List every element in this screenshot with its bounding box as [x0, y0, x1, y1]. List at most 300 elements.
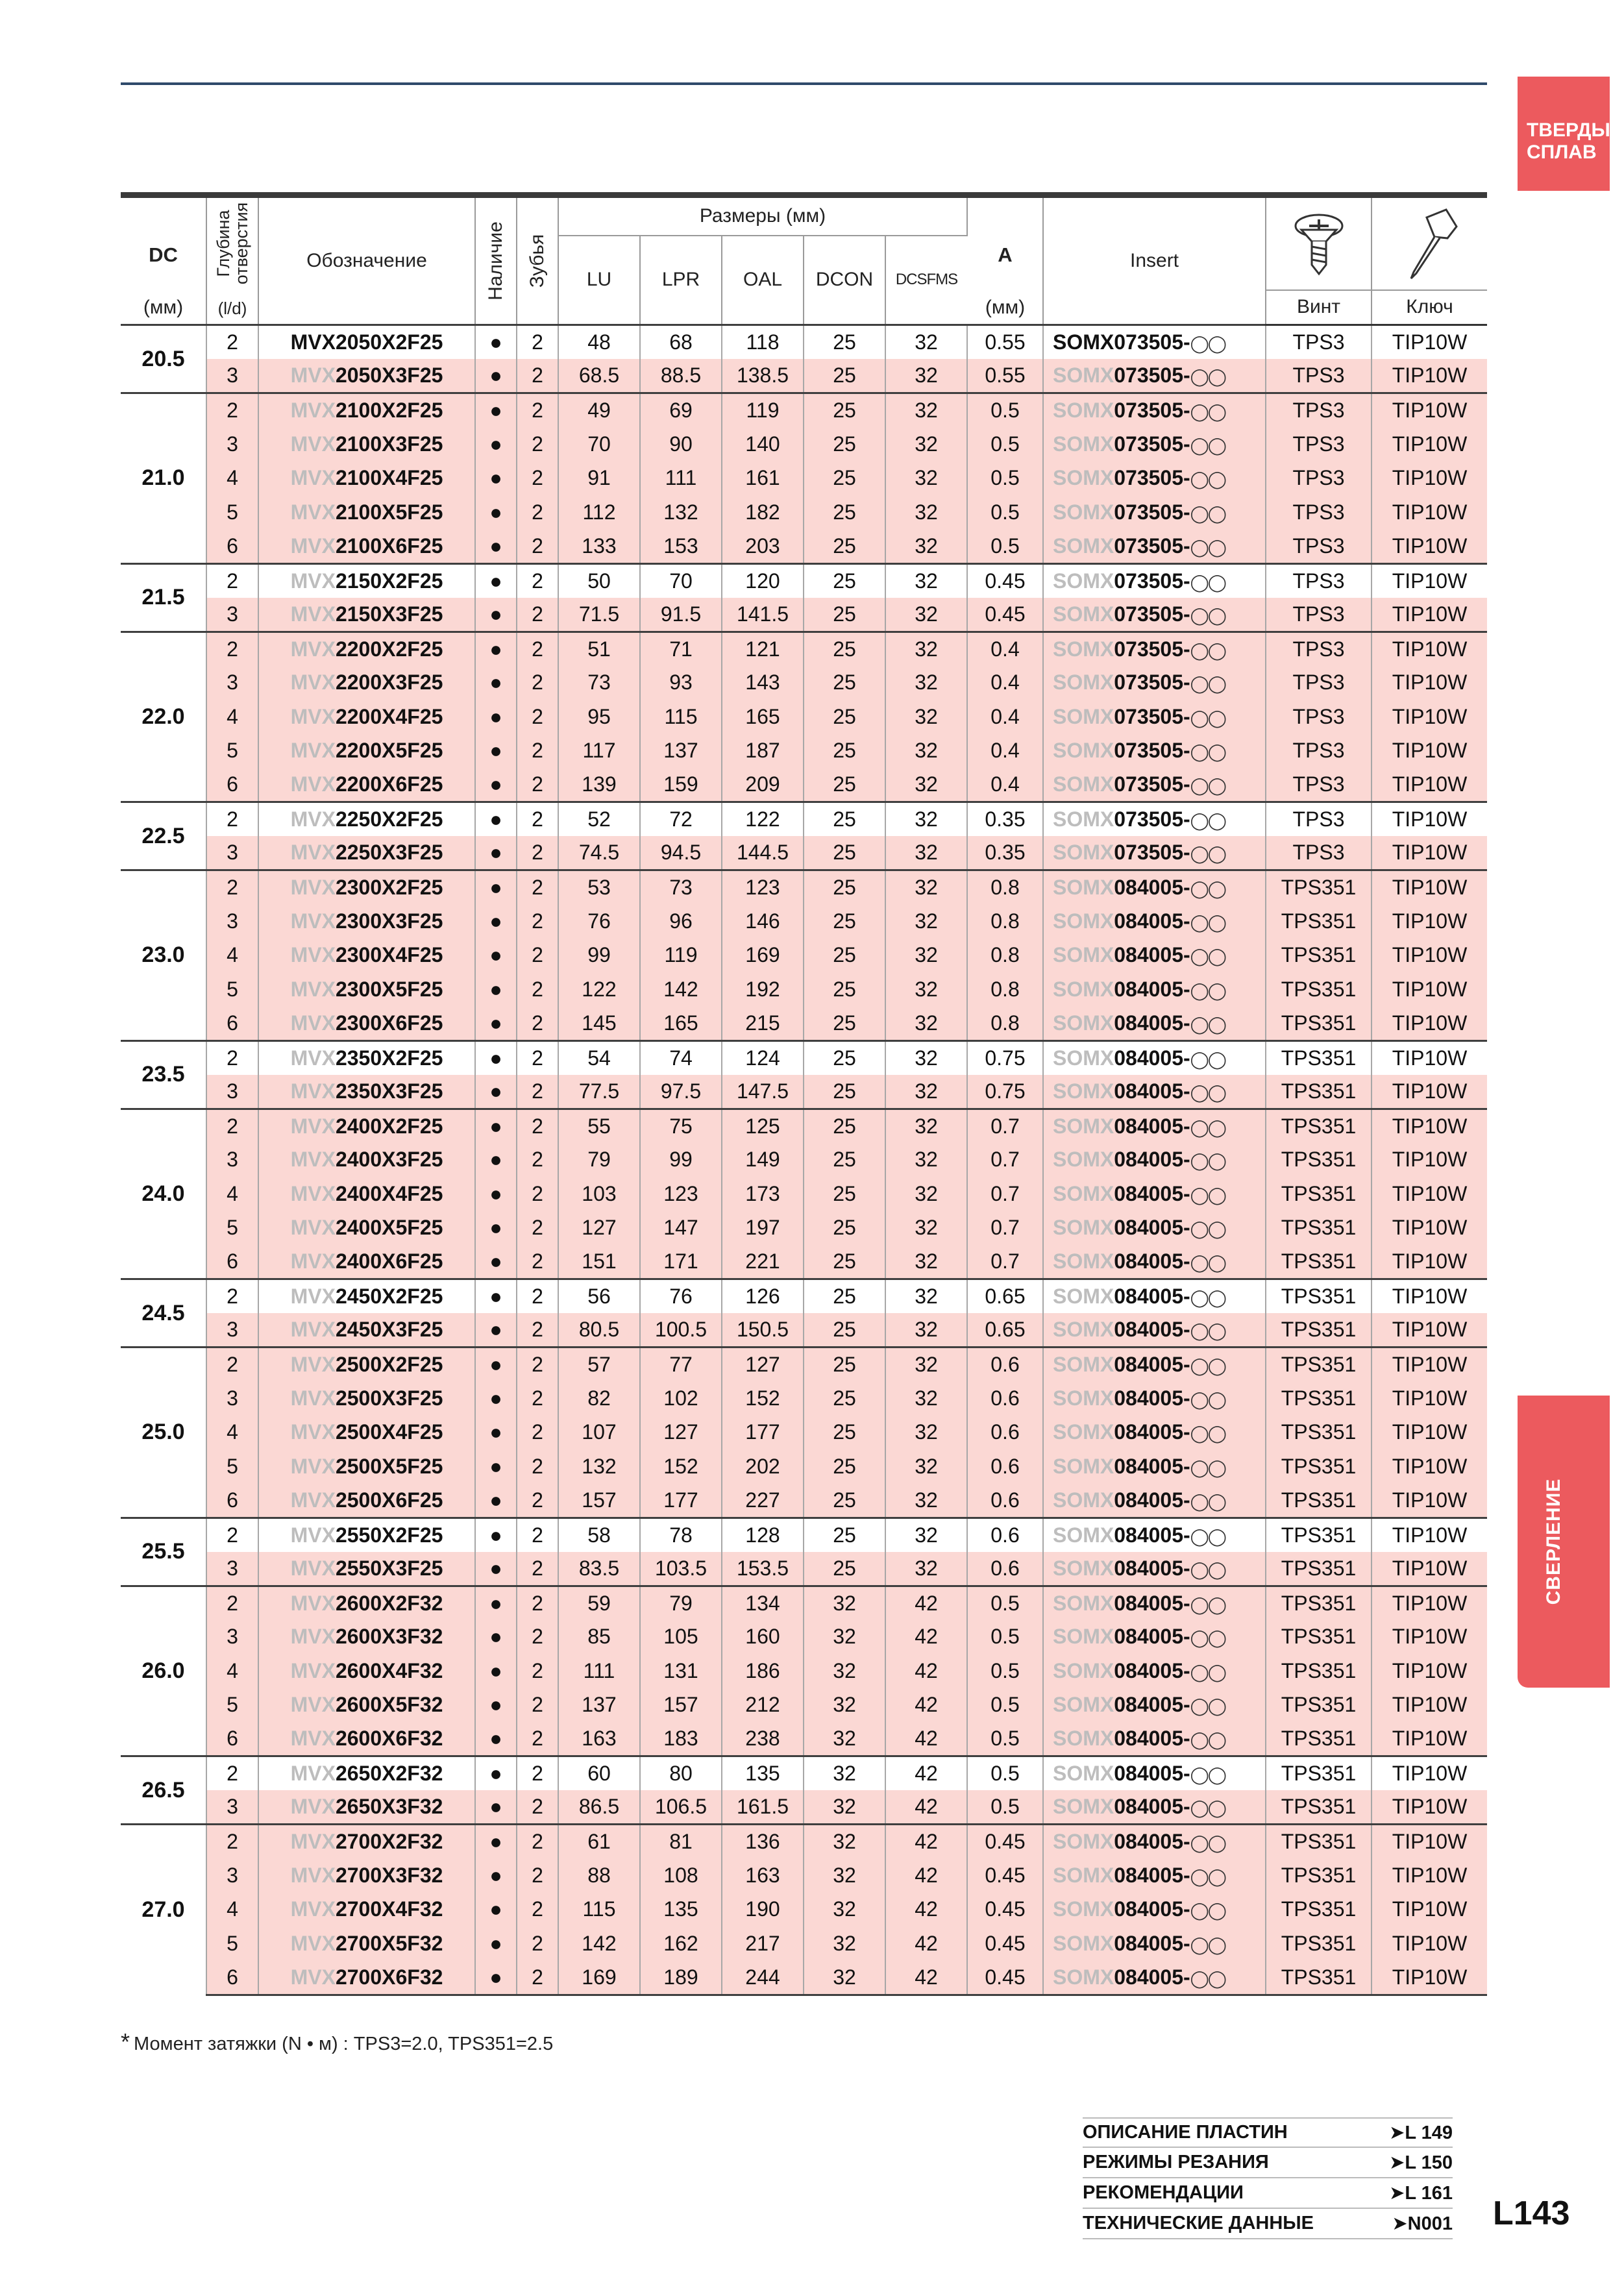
insert-prefix: SOMX	[1053, 841, 1114, 864]
dcsfms-value: 32	[885, 1484, 967, 1518]
dcon-value: 25	[804, 939, 885, 973]
insert-code-main: 073505-	[1114, 466, 1190, 490]
availability-dot: ●	[475, 904, 517, 939]
designation	[258, 1313, 475, 1348]
dcon-value: 25	[804, 359, 885, 393]
availability-dot: ●	[475, 870, 517, 905]
depth-ratio: 6	[206, 1722, 258, 1756]
designation-code: 2250X2F25	[335, 807, 443, 831]
depth-ratio: 5	[206, 1688, 258, 1723]
dc-value: 26.5	[121, 1756, 206, 1825]
lu-value: 79	[558, 1143, 640, 1177]
dcsfms-value: 32	[885, 802, 967, 837]
a-value: 0.8	[967, 939, 1043, 973]
designation-prefix: MVX	[290, 534, 336, 558]
dcsfms-value: 42	[885, 1858, 967, 1893]
insert-code	[1043, 939, 1266, 973]
a-value: 0.4	[967, 666, 1043, 700]
designation-prefix: MVX	[290, 500, 336, 524]
teeth-count: 2	[517, 1790, 558, 1825]
depth-ratio: 5	[206, 1926, 258, 1961]
availability-dot: ●	[475, 768, 517, 802]
designation-code: 2500X2F25	[335, 1353, 443, 1376]
screw-code: TPS351	[1266, 1313, 1372, 1348]
header-a: A (мм)	[967, 195, 1043, 325]
section-tab-carbide[interactable]: ТВЕРДЫЙ СПЛАВ	[1518, 77, 1610, 191]
teeth-count: 2	[517, 1620, 558, 1655]
table-row	[121, 1484, 1487, 1518]
lpr-value: 171	[640, 1245, 722, 1279]
oal-value: 244	[722, 1961, 804, 1995]
designation-prefix: MVX	[290, 1148, 336, 1172]
insert-prefix: SOMX	[1053, 1454, 1114, 1478]
insert-prefix: SOMX	[1053, 704, 1114, 728]
lu-value: 107	[558, 1416, 640, 1450]
availability-dot: ●	[475, 1348, 517, 1382]
lpr-value: 74	[640, 1040, 722, 1075]
designation	[258, 598, 475, 632]
key-code: TIP10W	[1372, 1620, 1487, 1655]
ref-cutting-conditions[interactable]: РЕЖИМЫ РЕЗАНИЯ ➤L 150	[1083, 2148, 1453, 2178]
lpr-value: 165	[640, 1007, 722, 1041]
designation-prefix: MVX	[290, 1249, 336, 1273]
insert-code-main: 084005-	[1114, 1931, 1190, 1955]
insert-code-main: 073505-	[1114, 841, 1190, 864]
screw-code: TPS351	[1266, 1620, 1372, 1655]
designation	[258, 939, 475, 973]
insert-suffix: ◯◯	[1190, 674, 1225, 694]
designation-prefix: MVX	[290, 1318, 336, 1341]
footnote-text: Момент затяжки (N • м) : TPS3=2.0, TPS351=2.5	[134, 2034, 554, 2054]
lpr-value: 75	[640, 1109, 722, 1143]
insert-code-main: 084005-	[1114, 1114, 1190, 1138]
designation-prefix: MVX	[290, 1931, 336, 1955]
oal-value: 143	[722, 666, 804, 700]
insert-prefix: SOMX	[1053, 1148, 1114, 1172]
a-value: 0.6	[967, 1416, 1043, 1450]
footnote-star: *	[121, 2028, 130, 2055]
dc-value: 27.0	[121, 1825, 206, 1995]
designation-code: 2350X3F25	[335, 1079, 443, 1103]
dcsfms-value: 32	[885, 462, 967, 496]
designation-prefix: MVX	[290, 363, 336, 387]
oal-value: 215	[722, 1007, 804, 1041]
insert-suffix: ◯◯	[1190, 1356, 1225, 1375]
designation	[258, 1586, 475, 1620]
teeth-count: 2	[517, 1040, 558, 1075]
depth-ratio: 6	[206, 1007, 258, 1041]
screw-code: TPS3	[1266, 359, 1372, 393]
insert-code-main: 073505-	[1114, 399, 1190, 422]
lu-value: 139	[558, 768, 640, 802]
key-code: TIP10W	[1372, 1279, 1487, 1314]
designation-prefix: MVX	[290, 1386, 336, 1410]
designation-code: 2500X5F25	[335, 1454, 443, 1478]
screw-code: TPS351	[1266, 972, 1372, 1007]
table-row	[121, 1552, 1487, 1586]
designation	[258, 427, 475, 462]
dcon-value: 25	[804, 1518, 885, 1552]
dcsfms-value: 32	[885, 1348, 967, 1382]
dcsfms-value: 32	[885, 870, 967, 905]
table-row	[121, 1858, 1487, 1893]
designation-code: 2300X3F25	[335, 909, 443, 933]
designation-code: 2700X5F32	[335, 1931, 443, 1955]
insert-code	[1043, 1075, 1266, 1109]
lu-value: 70	[558, 427, 640, 462]
oal-value: 161	[722, 462, 804, 496]
designation	[258, 734, 475, 769]
dcsfms-value: 32	[885, 530, 967, 564]
designation-prefix: MVX	[290, 399, 336, 422]
insert-code-main: 084005-	[1114, 1965, 1190, 1989]
availability-dot: ●	[475, 836, 517, 870]
designation	[258, 1075, 475, 1109]
insert-suffix: ◯◯	[1190, 912, 1225, 932]
dcsfms-value: 42	[885, 1654, 967, 1688]
depth-ratio: 3	[206, 1313, 258, 1348]
insert-code	[1043, 904, 1266, 939]
designation-code: 2300X6F25	[335, 1011, 443, 1035]
designation-prefix: MVX	[290, 841, 336, 864]
insert-code-main: 084005-	[1114, 1591, 1190, 1615]
table-row	[121, 530, 1487, 564]
dcsfms-value: 32	[885, 632, 967, 666]
availability-dot: ●	[475, 632, 517, 666]
lu-value: 76	[558, 904, 640, 939]
depth-ratio: 3	[206, 1075, 258, 1109]
dcon-value: 25	[804, 462, 885, 496]
insert-suffix: ◯◯	[1190, 1389, 1225, 1409]
teeth-count: 2	[517, 1177, 558, 1211]
lu-value: 83.5	[558, 1552, 640, 1586]
a-value: 0.75	[967, 1040, 1043, 1075]
oal-value: 127	[722, 1348, 804, 1382]
lpr-value: 142	[640, 972, 722, 1007]
header-dimensions: Размеры (мм)	[558, 195, 967, 236]
a-value: 0.45	[967, 1961, 1043, 1995]
availability-dot: ●	[475, 802, 517, 837]
oal-value: 136	[722, 1825, 804, 1859]
insert-code-main: 084005-	[1114, 1488, 1190, 1512]
depth-ratio: 2	[206, 870, 258, 905]
screw-code: TPS351	[1266, 1143, 1372, 1177]
oal-value: 150.5	[722, 1313, 804, 1348]
dcsfms-value: 32	[885, 1416, 967, 1450]
insert-code-main: 084005-	[1114, 1420, 1190, 1444]
a-value: 0.45	[967, 1825, 1043, 1859]
a-value: 0.45	[967, 1858, 1043, 1893]
header-insert: Insert	[1043, 195, 1266, 325]
oal-value: 209	[722, 768, 804, 802]
insert-suffix: ◯◯	[1190, 367, 1225, 386]
lu-value: 157	[558, 1484, 640, 1518]
insert-prefix: SOMX	[1053, 399, 1114, 422]
designation-prefix: MVX	[290, 1625, 336, 1649]
lpr-value: 119	[640, 939, 722, 973]
teeth-count: 2	[517, 1279, 558, 1314]
designation-code: 2650X3F32	[335, 1795, 443, 1818]
table-row	[121, 1449, 1487, 1484]
insert-suffix: ◯◯	[1190, 1014, 1225, 1034]
lpr-value: 111	[640, 462, 722, 496]
depth-ratio: 2	[206, 1348, 258, 1382]
insert-code	[1043, 1484, 1266, 1518]
lu-value: 117	[558, 734, 640, 769]
lpr-value: 103.5	[640, 1552, 722, 1586]
table-row	[121, 1348, 1487, 1382]
oal-value: 182	[722, 495, 804, 530]
designation-code: 2500X6F25	[335, 1488, 443, 1512]
insert-code-main: 084005-	[1114, 1079, 1190, 1103]
dcsfms-value: 42	[885, 1756, 967, 1791]
insert-prefix: SOMX	[1053, 807, 1114, 831]
dcsfms-value: 42	[885, 1722, 967, 1756]
key-code: TIP10W	[1372, 462, 1487, 496]
teeth-count: 2	[517, 632, 558, 666]
designation-code: 2150X3F25	[335, 602, 443, 626]
key-code: TIP10W	[1372, 1825, 1487, 1859]
screw-code: TPS3	[1266, 734, 1372, 769]
insert-code	[1043, 1722, 1266, 1756]
a-value: 0.6	[967, 1381, 1043, 1416]
dcon-value: 25	[804, 870, 885, 905]
lu-value: 50	[558, 563, 640, 598]
screw-code: TPS351	[1266, 1109, 1372, 1143]
designation-code: 2200X4F25	[335, 704, 443, 728]
lpr-value: 91.5	[640, 598, 722, 632]
dcon-value: 25	[804, 836, 885, 870]
dcsfms-value: 42	[885, 1688, 967, 1723]
a-value: 0.5	[967, 427, 1043, 462]
lu-value: 60	[558, 1756, 640, 1791]
availability-dot: ●	[475, 598, 517, 632]
availability-dot: ●	[475, 1825, 517, 1859]
insert-suffix: ◯◯	[1190, 435, 1225, 455]
oal-value: 202	[722, 1449, 804, 1484]
key-code: TIP10W	[1372, 598, 1487, 632]
designation	[258, 1109, 475, 1143]
screw-code: TPS351	[1266, 939, 1372, 973]
insert-code-main: 084005-	[1114, 1285, 1190, 1308]
screw-code: TPS351	[1266, 1040, 1372, 1075]
designation-prefix: MVX	[290, 1658, 336, 1682]
dcon-value: 25	[804, 1245, 885, 1279]
teeth-count: 2	[517, 972, 558, 1007]
dcsfms-value: 42	[885, 1620, 967, 1655]
insert-code-main: 084005-	[1114, 1148, 1190, 1172]
screw-code: TPS351	[1266, 1381, 1372, 1416]
lpr-value: 99	[640, 1143, 722, 1177]
a-value: 0.5	[967, 462, 1043, 496]
designation	[258, 1654, 475, 1688]
screw-code: TPS351	[1266, 1825, 1372, 1859]
header-key: Ключ	[1372, 290, 1487, 325]
a-value: 0.35	[967, 836, 1043, 870]
key-code: TIP10W	[1372, 870, 1487, 905]
insert-suffix: ◯◯	[1190, 1798, 1225, 1817]
screw-code: TPS351	[1266, 1756, 1372, 1791]
table-row	[121, 1722, 1487, 1756]
lpr-value: 147	[640, 1211, 722, 1246]
key-code: TIP10W	[1372, 1109, 1487, 1143]
lu-value: 112	[558, 495, 640, 530]
insert-code	[1043, 802, 1266, 837]
dcsfms-value: 32	[885, 598, 967, 632]
teeth-count: 2	[517, 530, 558, 564]
lpr-value: 108	[640, 1858, 722, 1893]
dcon-value: 25	[804, 1007, 885, 1041]
lu-value: 115	[558, 1893, 640, 1927]
oal-value: 126	[722, 1279, 804, 1314]
insert-code	[1043, 1449, 1266, 1484]
table-row	[121, 768, 1487, 802]
key-code: TIP10W	[1372, 427, 1487, 462]
insert-prefix: SOMX	[1053, 602, 1114, 626]
teeth-count: 2	[517, 1416, 558, 1450]
insert-code-main: 084005-	[1114, 909, 1190, 933]
insert-suffix: ◯◯	[1190, 1491, 1225, 1511]
table-row	[121, 632, 1487, 666]
screw-code: TPS351	[1266, 1893, 1372, 1927]
designation	[258, 1722, 475, 1756]
insert-code	[1043, 1040, 1266, 1075]
depth-ratio: 6	[206, 1961, 258, 1995]
designation	[258, 1756, 475, 1791]
insert-code-main: 084005-	[1114, 977, 1190, 1001]
header-availability: Наличие	[475, 195, 517, 325]
designation-code: 2100X3F25	[335, 432, 443, 456]
insert-code	[1043, 1654, 1266, 1688]
dcsfms-value: 32	[885, 1143, 967, 1177]
designation-prefix: MVX	[290, 1114, 336, 1138]
availability-dot: ●	[475, 427, 517, 462]
lu-value: 95	[558, 700, 640, 734]
depth-ratio: 4	[206, 1654, 258, 1688]
lpr-value: 183	[640, 1722, 722, 1756]
ref-recommendations[interactable]: РЕКОМЕНДАЦИИ ➤L 161	[1083, 2178, 1453, 2209]
designation-code: 2350X2F25	[335, 1046, 443, 1070]
lpr-value: 73	[640, 870, 722, 905]
dcon-value: 25	[804, 1040, 885, 1075]
lpr-value: 135	[640, 1893, 722, 1927]
dcon-value: 25	[804, 530, 885, 564]
lpr-value: 76	[640, 1279, 722, 1314]
insert-code	[1043, 836, 1266, 870]
designation	[258, 1449, 475, 1484]
table-row	[121, 1620, 1487, 1655]
availability-dot: ●	[475, 666, 517, 700]
teeth-count: 2	[517, 734, 558, 769]
designation-code: 2450X2F25	[335, 1285, 443, 1308]
designation	[258, 563, 475, 598]
dcon-value: 25	[804, 427, 885, 462]
oal-value: 203	[722, 530, 804, 564]
designation	[258, 1858, 475, 1893]
header-lpr: LPR	[640, 236, 722, 325]
oal-value: 190	[722, 1893, 804, 1927]
insert-code-main: 084005-	[1114, 1727, 1190, 1750]
availability-dot: ●	[475, 563, 517, 598]
dcon-value: 25	[804, 972, 885, 1007]
designation	[258, 1552, 475, 1586]
ref-insert-description[interactable]: ОПИСАНИЕ ПЛАСТИН ➤L 149	[1083, 2117, 1453, 2148]
oal-value: 227	[722, 1484, 804, 1518]
dc-value: 21.5	[121, 563, 206, 632]
footnote	[121, 2028, 553, 2056]
table-row	[121, 1143, 1487, 1177]
reference-links	[1083, 2117, 1453, 2239]
ref-technical-data[interactable]: ТЕХНИЧЕСКИЕ ДАННЫЕ ➤N001	[1083, 2209, 1453, 2239]
dcon-value: 32	[804, 1858, 885, 1893]
designation-prefix: MVX	[290, 1795, 336, 1818]
dcsfms-value: 32	[885, 768, 967, 802]
key-code: TIP10W	[1372, 1961, 1487, 1995]
designation	[258, 1279, 475, 1314]
designation-code: 2300X4F25	[335, 943, 443, 967]
lpr-value: 80	[640, 1756, 722, 1791]
insert-prefix: SOMX	[1053, 1625, 1114, 1649]
dcon-value: 32	[804, 1893, 885, 1927]
dc-value: 24.5	[121, 1279, 206, 1348]
lu-value: 53	[558, 870, 640, 905]
table-row	[121, 1007, 1487, 1041]
lu-value: 86.5	[558, 1790, 640, 1825]
dcon-value: 25	[804, 1211, 885, 1246]
section-tab-drilling[interactable]	[1518, 1396, 1610, 1688]
dcon-value: 25	[804, 666, 885, 700]
dc-value: 22.5	[121, 802, 206, 870]
dc-value: 21.0	[121, 393, 206, 564]
table-row	[121, 1279, 1487, 1314]
depth-ratio: 4	[206, 939, 258, 973]
designation	[258, 359, 475, 393]
insert-code	[1043, 1381, 1266, 1416]
designation	[258, 1177, 475, 1211]
insert-code	[1043, 1313, 1266, 1348]
teeth-count: 2	[517, 1109, 558, 1143]
lu-value: 145	[558, 1007, 640, 1041]
dc-value: 26.0	[121, 1586, 206, 1756]
designation-prefix: MVX	[290, 739, 336, 763]
dcsfms-value: 32	[885, 1177, 967, 1211]
insert-suffix: ◯◯	[1190, 980, 1225, 1000]
insert-suffix: ◯◯	[1190, 503, 1225, 523]
insert-code	[1043, 1007, 1266, 1041]
key-code: TIP10W	[1372, 495, 1487, 530]
screw-code: TPS3	[1266, 495, 1372, 530]
dcon-value: 25	[804, 1348, 885, 1382]
designation-prefix: MVX	[290, 1727, 336, 1750]
designation	[258, 393, 475, 428]
insert-suffix: ◯◯	[1190, 537, 1225, 557]
header-screw: Винт	[1266, 290, 1372, 325]
teeth-count: 2	[517, 1245, 558, 1279]
availability-dot: ●	[475, 462, 517, 496]
lpr-value: 78	[640, 1518, 722, 1552]
key-code: TIP10W	[1372, 1449, 1487, 1484]
designation-prefix: MVX	[290, 1079, 336, 1103]
a-value: 0.8	[967, 1007, 1043, 1041]
designation	[258, 904, 475, 939]
insert-code-main: 073505-	[1114, 602, 1190, 626]
lu-value: 137	[558, 1688, 640, 1723]
depth-ratio: 3	[206, 1143, 258, 1177]
insert-code-main: 073505-	[1114, 739, 1190, 763]
insert-code	[1043, 1416, 1266, 1450]
insert-prefix: SOMX	[1053, 1556, 1114, 1580]
header-dcon: DCON	[804, 236, 885, 325]
